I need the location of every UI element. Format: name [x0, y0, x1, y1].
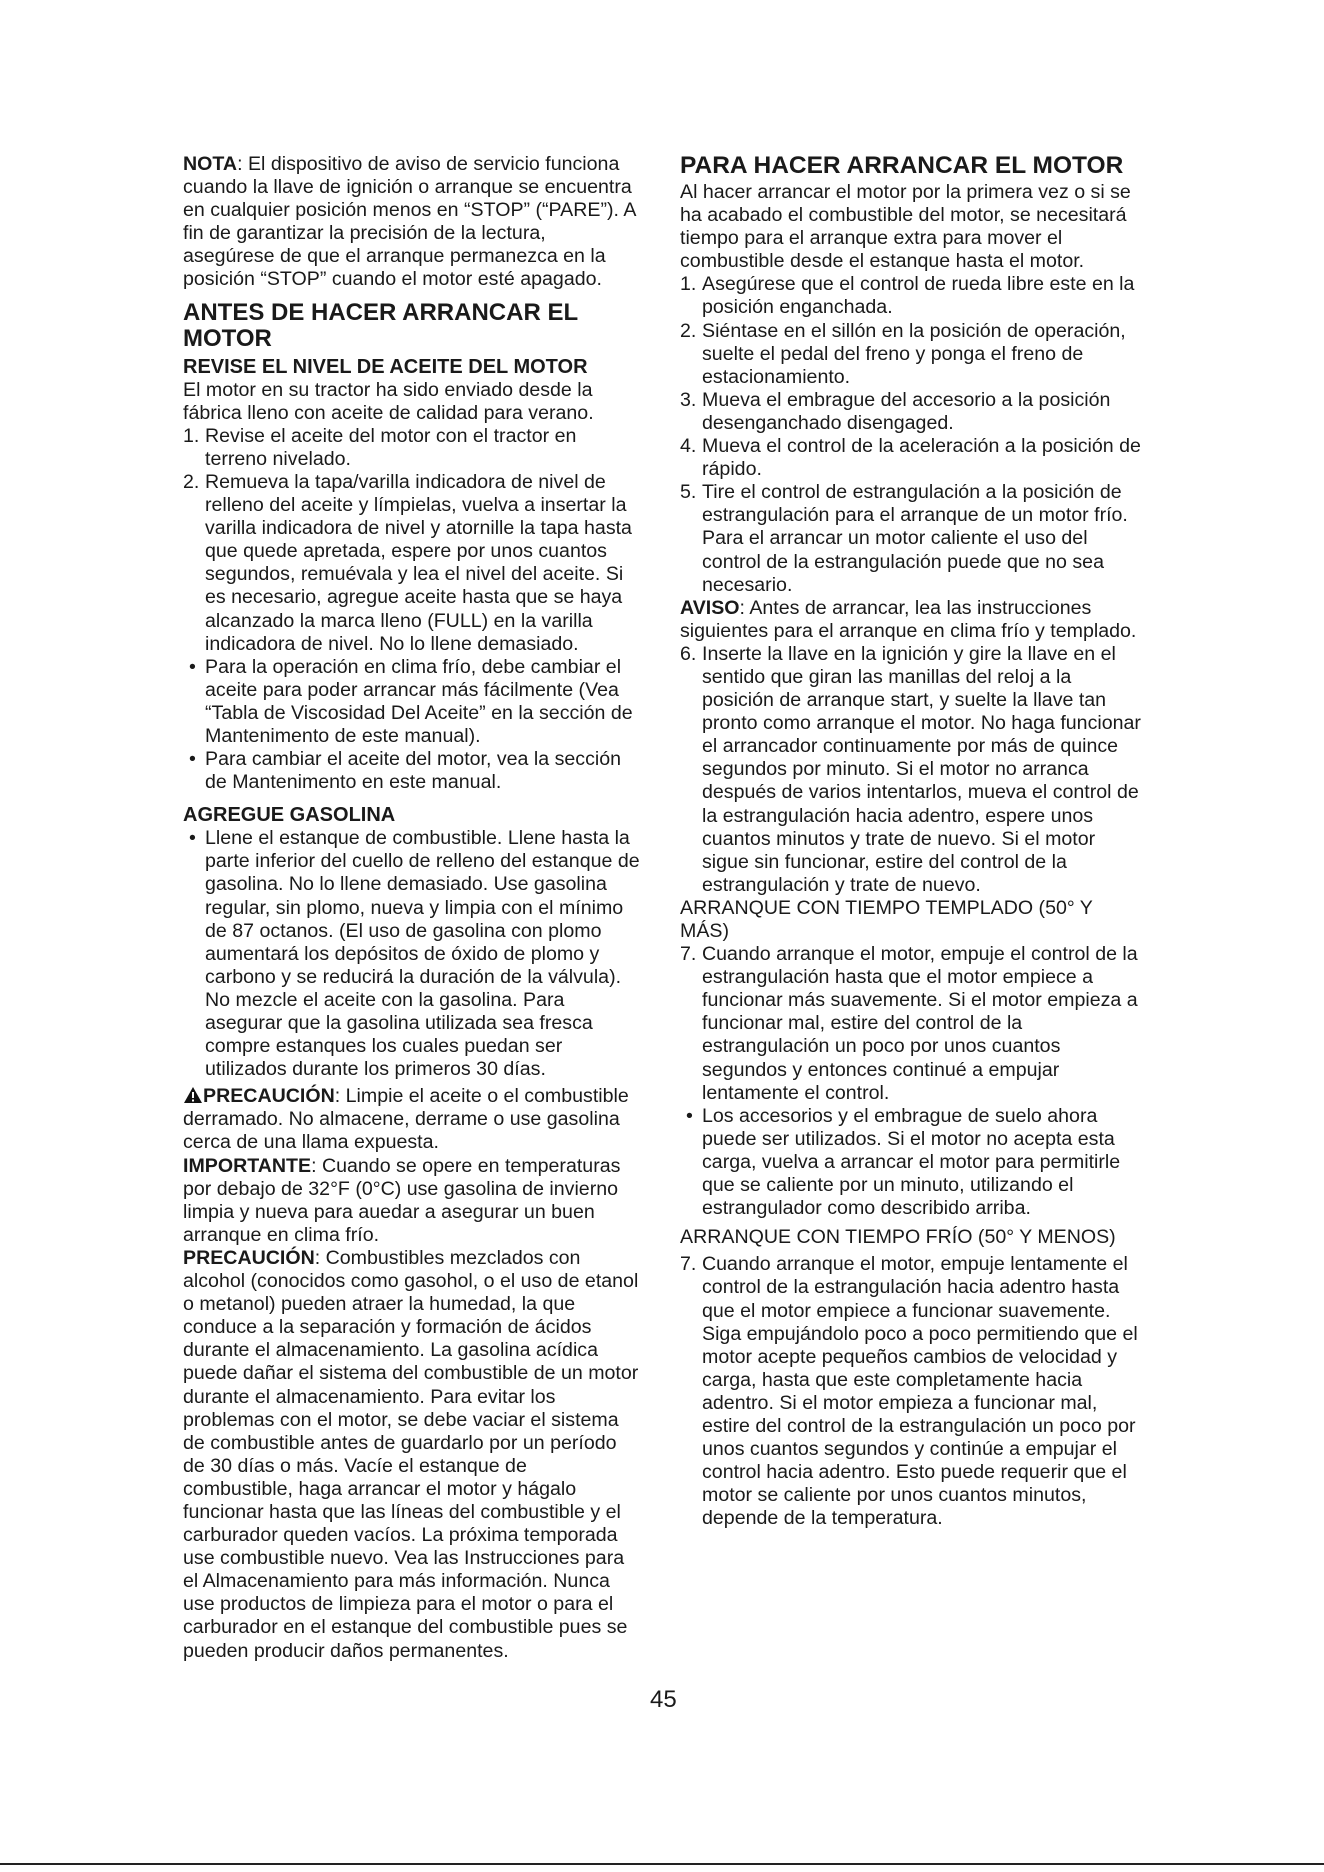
bullet-marker: •	[686, 1104, 693, 1127]
nota-paragraph	[183, 153, 641, 292]
step-text: Asegúrese que el control de rueda libre este en la posición enganchada.	[702, 273, 1135, 319]
step-text: Mueva el embrague del accesorio a la posición desenganchado disengaged.	[702, 388, 1111, 434]
heading-revise: REVISE EL NIVEL DE ACEITE DEL MOTOR	[183, 355, 588, 378]
revise-intro: El motor en su tractor ha sido enviado desde la fábrica lleno con aceite de calidad para verano.	[183, 378, 594, 424]
step-text: Inserte la llave en la ignición y gire la llave en el sentido que giran las manillas del reloj a la posición de arranque start, y suelte la llave tan pronto como arranque el motor. No haga funcionar el arrancador continuamente por más de quince segundos por minuto. Si el motor no arranca después de varios intentarlos, mueva el control de la estrangulación hacia adentro, espere unos cuantos minutos y trate de nuevo. Si el motor sigue sin funcionar, estire del control de la estrangulación y trate de nuevo.	[702, 642, 1141, 896]
heading-agregue: AGREGUE GASOLINA	[183, 804, 396, 827]
heading-para-hacer-arrancar: PARA HACER ARRANCAR EL MOTOR	[680, 152, 1124, 179]
step-item	[680, 435, 1142, 481]
step-marker: 6.	[680, 642, 697, 665]
step-marker: 4.	[680, 435, 697, 458]
step-marker: 7.	[680, 943, 697, 966]
step-text: Cuando arranque el motor, empuje lentamente el control de la estrangulación hacia adentro hasta que el motor empiece a funcionar suavemente. Siga empujándolo poco a poco permitiendo que el motor acepte pequeños cambios de velocidad y carga, hasta que este completamente hacia adentro. Si el motor empieza a funcionar mal, estire del control de la estrangulación un poco por unos cuantos segundos y continúe a empujar el control hacia adentro. Esto puede requerir que el motor se caliente por unos cuantos minutos, depende de la temperatura.	[702, 1253, 1138, 1530]
precaucion-alcohol-paragraph	[183, 1247, 641, 1663]
nota-label: NOTA	[183, 153, 238, 175]
list-marker: 2.	[183, 470, 200, 493]
precaucion-text: : Limpie el aceite o el combustible derramado. No almacene, derrame o use gasolina cerca de una llama expuesta.	[183, 1085, 629, 1154]
step-item	[680, 481, 1142, 596]
list-item-text: Llene el estanque de combustible. Llene hasta la parte inferior del cuello de relleno del estanque de gasolina. No lo llene demasiado. Use gasolina regular, sin plomo, nueva y limpia con el mínimo de 87 octanos. (El uso de gasolina con plomo aumentará los depósitos de óxido de plomo y carbono y se reducirá la duración de la válvula). No mezcle el aceite con la gasolina. Para asegurar que la gasolina utilizada sea fresca compre estanques los cuales puedan ser utilizados durante los primeros 30 días.	[205, 827, 640, 1081]
warning-triangle-icon	[183, 1086, 203, 1104]
bottom-rule	[0, 1863, 1324, 1865]
importante-text: : Cuando se opere en temperaturas por debajo de 32°F (0°C) use gasolina de invierno limpia y nueva para auedar a asegurar un buen arranque en clima frío.	[183, 1154, 621, 1246]
list-item	[183, 748, 641, 794]
arranque-intro: Al hacer arrancar el motor por la primera vez o si se ha acabado el combustible del motor, se necesitará tiempo para el arranque extra para mover el combustible desde el estanque hasta el motor.	[680, 181, 1131, 273]
step-item	[680, 273, 1142, 319]
templado-heading: ARRANQUE CON TIEMPO TEMPLADO (50° Y MÁS)	[680, 896, 1093, 942]
step-marker: 3.	[680, 388, 697, 411]
importante-label: IMPORTANTE	[183, 1154, 312, 1177]
step-item	[680, 320, 1142, 389]
step-item	[680, 1253, 1142, 1530]
frio-heading: ARRANQUE CON TIEMPO FRÍO (50° Y MENOS)	[680, 1226, 1116, 1249]
aviso-label: AVISO	[680, 596, 740, 619]
list-item-text: Remueva la tapa/varilla indicadora de nivel de relleno del aceite y límpielas, vuelva a insertar la varilla indicadora de nivel y atornille la tapa hasta que quede apretada, espere por unos cuantos segundos, remuévala y lea el nivel del aceite. Si es necesario, agregue aceite hasta que se haya alcanzado la marca lleno (FULL) en la varilla indicadora de nivel. No lo llene demasiado.	[205, 470, 632, 655]
step-text: Tire el control de estrangulación a la posición de estrangulación para el arranque de un motor frío. Para el arrancar un motor caliente el uso del control de la estrangulación puede que no sea necesario.	[702, 481, 1128, 596]
bullet-marker: •	[189, 827, 196, 850]
step-text: Cuando arranque el motor, empuje el control de la estrangulación hasta que el motor empiece a funcionar más suavemente. Si el motor empieza a funcionar mal, estire del control de la estrangulación un poco por unos cuantos segundos y entonces continué a empujar lentamente el control.	[702, 943, 1138, 1104]
step-item	[680, 389, 1142, 435]
bullet-marker: •	[189, 655, 196, 678]
list-item	[183, 425, 641, 471]
precaucion-alcohol-text: : Combustibles mezclados con alcohol (conocidos como gasohol, o el uso de etanol o metanol) pueden atraer la humedad, la que conduce a la separación y formación de ácidos durante el almacenamiento. La gasolina acídica puede dañar el sistema del combustible de un motor durante el almacenamiento. Para evitar los problemas con el motor, se debe vaciar el sistema de combustible antes de guardarlo por un período de 30 días o más. Vacíe el estanque de combustible, haga arrancar el motor y hágalo funcionar hasta que las líneas del combustible y el carburador queden vacíos. La próxima temporada use combustible nuevo. Vea las Instrucciones para el Almacenamiento para más información. Nunca use productos de limpieza para el motor o para el carburador en el estanque del combustible pues se pueden producir daños permanentes.	[183, 1246, 639, 1662]
aviso-paragraph	[680, 597, 1142, 643]
importante-paragraph	[183, 1155, 641, 1247]
step-marker: 5.	[680, 481, 697, 504]
list-item	[183, 827, 641, 1081]
bullet-marker: •	[189, 748, 196, 771]
nota-text: : El dispositivo de aviso de servicio funciona cuando la llave de ignición o arranque se encuentra en cualquier posición menos en “STOP” (“PARE”). A fin de garantizar la precisión de la lectura, asegúrese de que el arranque permanezca en la posición “STOP” cuando el motor esté apagado.	[183, 153, 636, 291]
step-item	[680, 643, 1142, 897]
list-item-text: Revise el aceite del motor con el tractor en terreno nivelado.	[205, 424, 577, 470]
bullet-item	[680, 1105, 1142, 1220]
bullet-text: Los accesorios y el embrague de suelo ahora puede ser utilizados. Si el motor no acepta esta carga, vuelva a arrancar el motor para permitirle que se caliente por un minuto, utilizando el estrangulador como describido arriba.	[702, 1104, 1121, 1220]
list-item-text: Para cambiar el aceite del motor, vea la sección de Mantenimento en este manual.	[205, 748, 622, 794]
page-number: 45	[650, 1686, 677, 1713]
list-item	[183, 656, 641, 748]
right-column	[680, 153, 1142, 1530]
step-marker: 7.	[680, 1253, 697, 1276]
left-column	[183, 153, 641, 1663]
list-marker: 1.	[183, 424, 200, 447]
step-text: Mueva el control de la aceleración a la posición de rápido.	[702, 435, 1141, 481]
precaucion-alcohol-label: PRECAUCIÓN	[183, 1246, 315, 1269]
list-item-text: Para la operación en clima frío, debe cambiar el aceite para poder arrancar más fácilmente (Vea “Tabla de Viscosidad Del Aceite” en la sección de Mantenimento de este manual).	[205, 655, 633, 747]
step-marker: 2.	[680, 319, 697, 342]
precaucion-paragraph	[183, 1085, 641, 1154]
step-marker: 1.	[680, 273, 697, 296]
step-item	[680, 943, 1142, 1105]
heading-antes: ANTES DE HACER ARRANCAR EL MOTOR	[183, 298, 578, 352]
precaucion-label: PRECAUCIÓN	[203, 1085, 335, 1108]
step-text: Siéntase en el sillón en la posición de operación, suelte el pedal del freno y ponga el freno de estacionamiento.	[702, 319, 1126, 388]
aviso-text: : Antes de arrancar, lea las instrucciones siguientes para el arranque en clima frío y templado.	[680, 596, 1137, 642]
list-item	[183, 471, 641, 656]
